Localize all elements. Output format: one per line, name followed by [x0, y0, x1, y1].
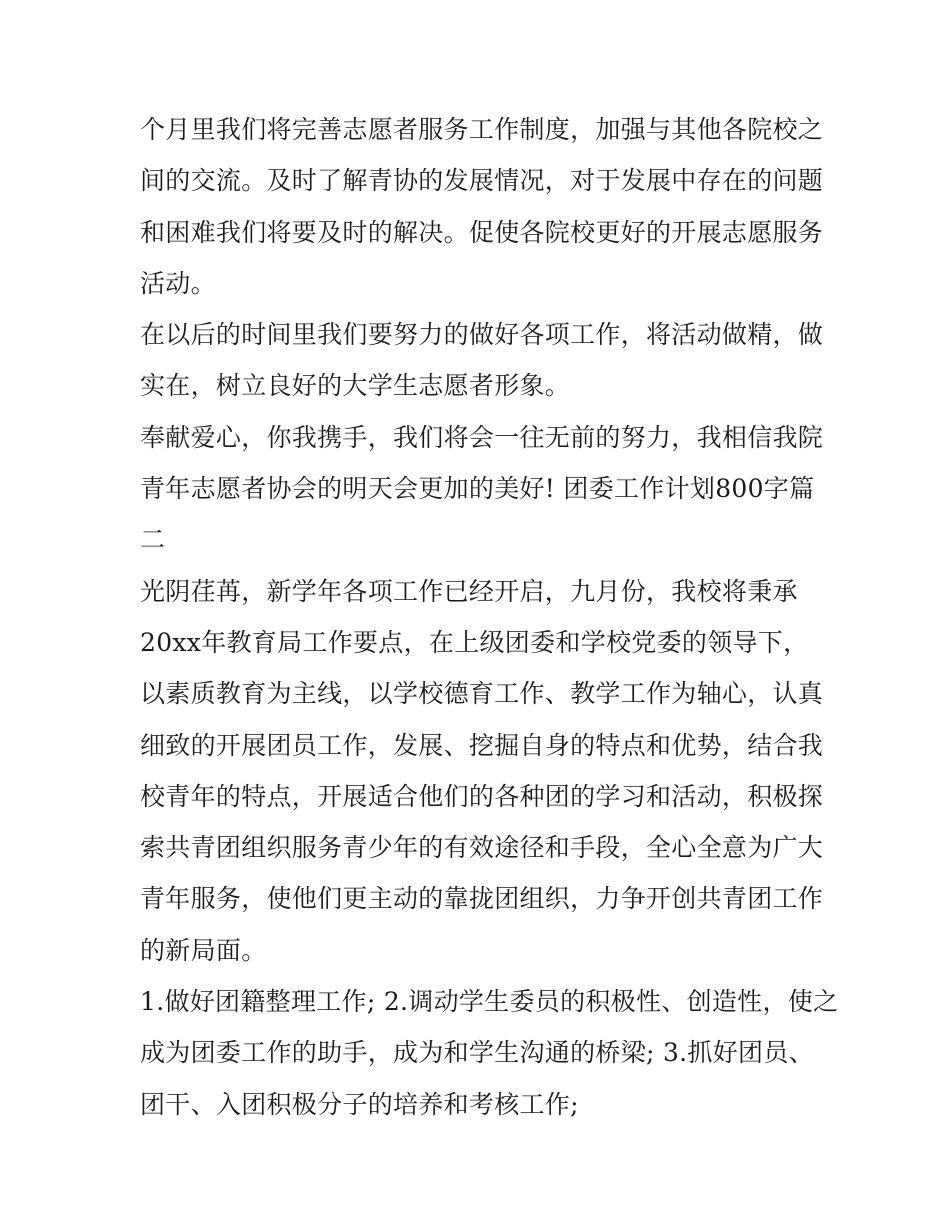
text-line: 个月里我们将完善志愿者服务工作制度，加强与其他各院校之	[140, 115, 824, 144]
text-line: 成为团委工作的助手，成为和学生沟通的桥梁; 3.抓好团员、	[140, 1038, 814, 1068]
text-line: 的新局面。	[140, 935, 267, 965]
text-line: 间的交流。及时了解青协的发展情况，对于发展中存在的问题	[140, 166, 824, 196]
text-line: 青年志愿者协会的明天会更加的美好! 团委工作计划800字篇	[140, 474, 815, 504]
text-line: 活动。	[140, 268, 216, 298]
text-line: 光阴荏苒，新学年各项工作已经开启，九月份，我校将秉承	[140, 576, 798, 606]
text-line: 团干、入团积极分子的培养和考核工作;	[140, 1089, 579, 1119]
document-body	[140, 104, 839, 1130]
text-line: 索共青团组织服务青少年的有效途径和手段，全心全意为广大	[140, 833, 824, 863]
text-line: 20xx年教育局工作要点，在上级团委和学校党委的领导下，	[140, 627, 809, 657]
text-line: 和困难我们将要及时的解决。促使各院校更好的开展志愿服务	[140, 217, 824, 247]
text-line: 细致的开展团员工作，发展、挖掘自身的特点和优势，结合我	[140, 730, 824, 760]
text-line: 实在，树立良好的大学生志愿者形象。	[140, 371, 571, 401]
text-line: 校青年的特点，开展适合他们的各种团的学习和活动，积极探	[140, 781, 824, 811]
text-line: 奉献爱心，你我携手，我们将会一往无前的努力，我相信我院	[140, 422, 824, 452]
text-line: 以素质教育为主线，以学校德育工作、教学工作为轴心，认真	[140, 679, 824, 709]
text-line: 青年服务，使他们更主动的靠拢团组织，力争开创共青团工作	[140, 884, 824, 914]
text-line: 在以后的时间里我们要努力的做好各项工作，将活动做精，做	[140, 320, 824, 350]
text-line: 二	[140, 525, 166, 555]
text-line: 1.做好团籍整理工作; 2.调动学生委员的积极性、创造性，使之	[140, 987, 839, 1017]
